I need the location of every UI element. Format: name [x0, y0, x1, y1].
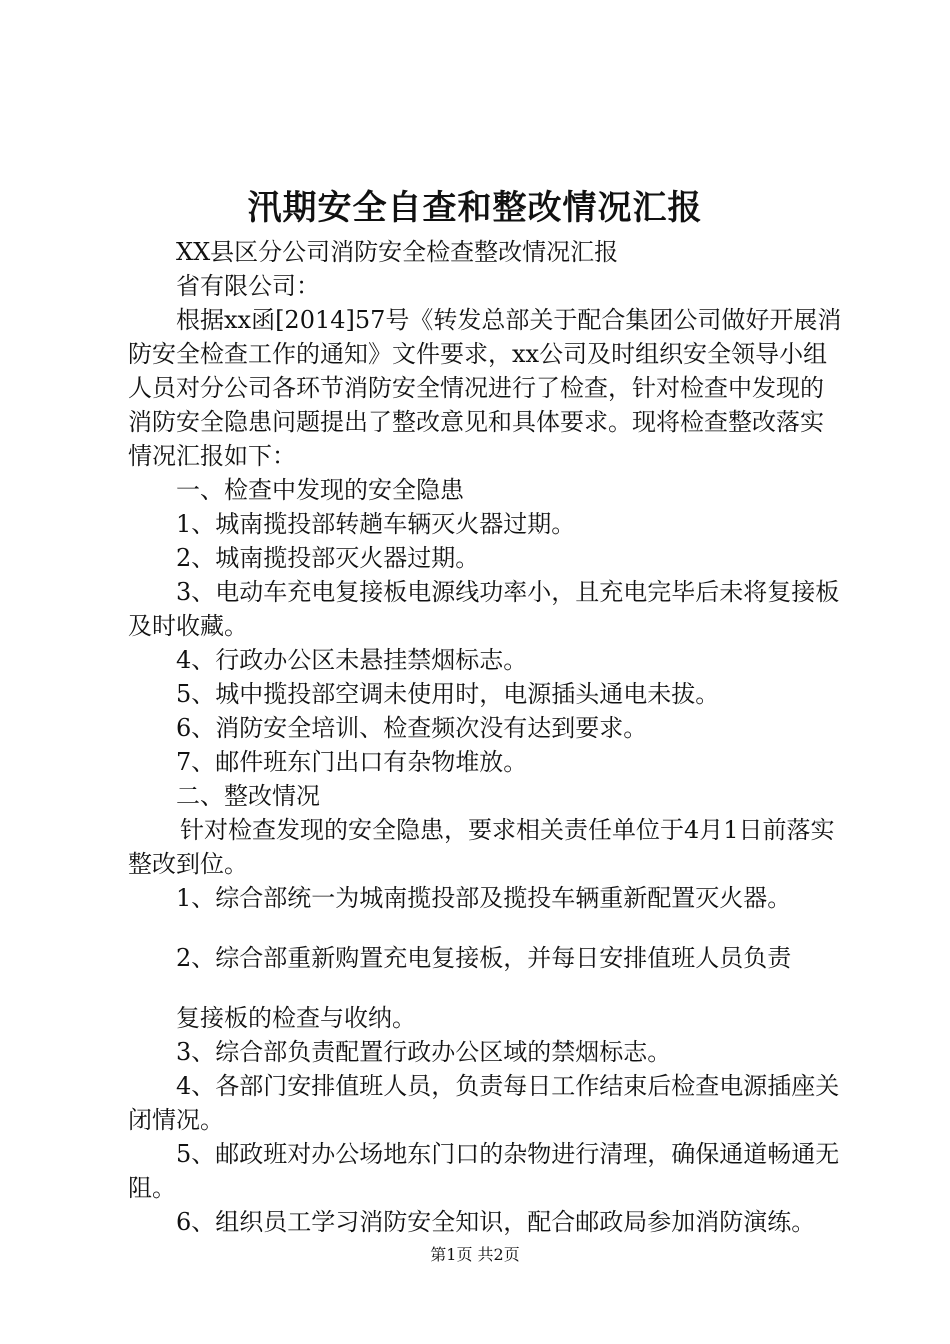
rectification-item: 3、综合部负责配置行政办公区域的禁烟标志。: [176, 1038, 672, 1066]
hazard-item: 4、行政办公区未悬挂禁烟标志。: [176, 646, 528, 674]
document-title: 汛期安全自查和整改情况汇报: [247, 188, 703, 228]
hazard-item: 2、城南揽投部灭火器过期。: [176, 544, 480, 572]
rectification-item-continuation: 复接板的检查与收纳。: [176, 1004, 416, 1032]
document-body: [128, 235, 842, 1239]
page-number-footer: 第1页 共2页: [430, 1245, 520, 1264]
section-heading-hazards: 一、检查中发现的安全隐患: [176, 476, 464, 504]
rectification-item: 6、组织员工学习消防安全知识，配合邮政局参加消防演练。: [176, 1208, 816, 1236]
paragraph-rectification-intro: 针对检查发现的安全隐患，要求相关责任单位于4月1日前落实整改到位。: [128, 816, 835, 878]
paragraph-subtitle: XX县区分公司消防安全检查整改情况汇报: [176, 238, 619, 266]
rectification-item: 5、邮政班对办公场地东门口的杂物进行清理，确保通道畅通无阻。: [128, 1140, 840, 1202]
paragraph-intro: 根据xx函[2014]57号《转发总部关于配合集团公司做好开展消防安全检查工作的通知》文件要求，xx公司及时组织安全领导小组人员对分公司各环节消防安全情况进行了检查，针对检查中发现的消防安全隐患问题提出了整改意见和具体要求。现将检查整改落实情况汇报如下：: [128, 306, 842, 470]
hazard-item: 3、电动车充电复接板电源线功率小，且充电完毕后未将复接板及时收藏。: [128, 578, 840, 640]
hazard-item: 5、城中揽投部空调未使用时，电源插头通电未拔。: [176, 680, 720, 708]
paragraph-salutation: 省有限公司：: [176, 272, 320, 300]
rectification-item: 4、各部门安排值班人员，负责每日工作结束后检查电源插座关闭情况。: [128, 1072, 840, 1134]
rectification-item: 1、综合部统一为城南揽投部及揽投车辆重新配置灭火器。: [176, 884, 792, 912]
hazard-item: 7、邮件班东门出口有杂物堆放。: [176, 748, 528, 776]
hazard-item: 1、城南揽投部转趟车辆灭火器过期。: [176, 510, 576, 538]
hazard-item: 6、消防安全培训、检查频次没有达到要求。: [176, 714, 648, 742]
section-heading-rectification: 二、整改情况: [176, 782, 320, 810]
rectification-item: 2、综合部重新购置充电复接板，并每日安排值班人员负责: [176, 944, 792, 972]
